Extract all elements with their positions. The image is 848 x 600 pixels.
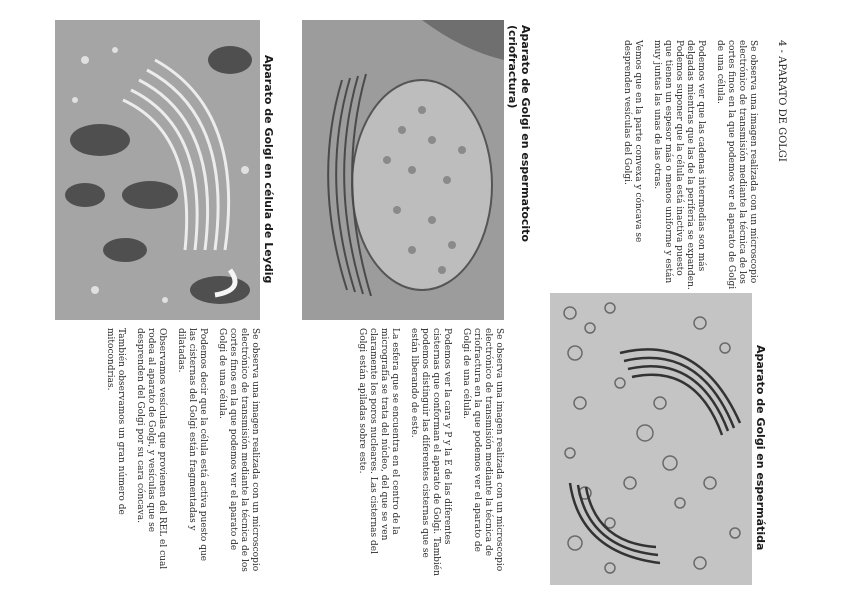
spermatid-caption: Aparato de Golgi en espermátida — [754, 345, 767, 551]
leydig-paragraph-2: Podemos decir que la célula está activa puesto que las cisternas del Golgi están fragmentadas y dilatadas. — [176, 328, 208, 562]
leydig-paragraph-3: Observamos vesículas que provienen del REL el cual rodea al aparato de Golgi, y vesículas que se desprenden del Golgi por su cara cóncava. — [135, 328, 167, 570]
leydig-paragraph-1: Se observa una imagen realizada con un microscopio electrónico de transmisión mediante la técnica de los cortes finos en la que podemos ver el aparato de Golgi de una célula. — [217, 328, 260, 572]
spermatocyte-caption: Aparato de Golgi en espermatocito (criofractura) — [506, 25, 532, 242]
intro-text — [598, 40, 758, 290]
leydig-paragraph-4: También observamos un gran número de mitocondrias. — [105, 328, 126, 515]
spermatocyte-paragraph-2: Podemos ver la cara y P y la E de las diferentes cisternas que conforman el aparato de Golgi. También podemos distinguir las diferentes cisternas que se están liberando de este. — [409, 328, 452, 576]
intro-paragraph-3: Vemos que en la parte convexa y cóncava se desprenden vesículas del Golgi. — [622, 40, 643, 243]
spermatocyte-paragraph-3: La esfera que se encuentra en el centro de la micrografía se trata del núcleo, del que se ven claramente los poros nucleares. Las cisternas del Golgi están apiladas sobre este. — [357, 328, 400, 554]
spermatid-micrograph — [550, 293, 752, 585]
intro-paragraph-1: Se observa una imagen realizada con un microscopio electrónico de transmisión mediante la técnica de los cortes finos en la que podemos ver el aparato de Golgi de una célula. — [715, 40, 758, 290]
section-title: 4 - APARATO DE GOLGI — [776, 40, 787, 162]
leydig-micrograph — [55, 20, 260, 320]
spermatocyte-micrograph — [302, 20, 504, 320]
leydig-caption: Aparato de Golgi en célula de Leydig — [262, 55, 275, 284]
intro-paragraph-2: Podemos ver que las cadenas intermedias son más delgadas mientras que las de la periferia se expanden. Podemos suponer que la célula está inactiva puesto que tienen un espesor más o menos uniforme y están muy juntas las unas de las otras. — [652, 40, 706, 290]
spermatocyte-paragraph-1: Se observa una imagen realizada con un microscopio electrónico de transmisión mediante la técnica de criofractura en la que podemos ver el aparato de Golgi de una célula. — [461, 328, 504, 572]
leydig-text — [70, 328, 260, 573]
spermatocyte-text — [304, 328, 504, 578]
